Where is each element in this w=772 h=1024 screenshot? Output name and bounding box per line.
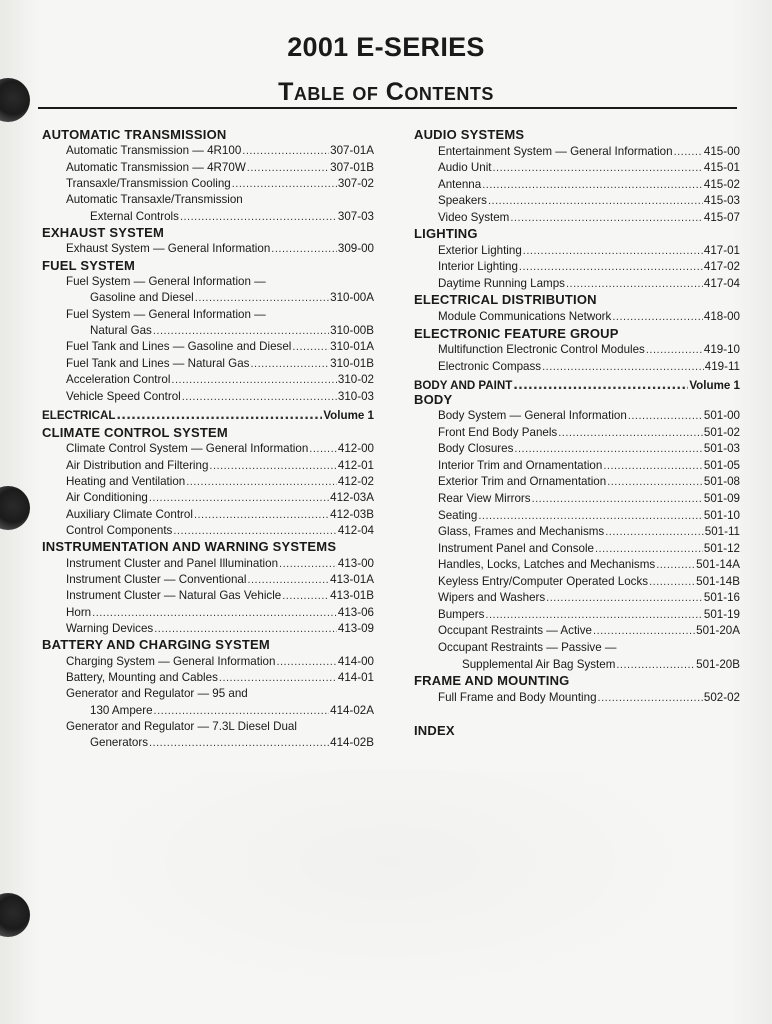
toc-entry[interactable] <box>42 474 374 490</box>
scan-smudge <box>60 770 720 1000</box>
dot-leader <box>598 690 703 706</box>
dot-leader <box>153 323 329 339</box>
dot-leader <box>546 590 703 606</box>
toc-entry[interactable] <box>414 144 740 161</box>
toc-entry[interactable] <box>42 339 374 355</box>
section-heading: BATTERY AND CHARGING SYSTEM <box>42 637 270 653</box>
toc-entry-title: Electronic Compass <box>438 359 542 373</box>
toc-page-number: 307-03 <box>337 209 374 223</box>
toc-entry-title: Occupant Restraints — Passive — <box>438 640 617 654</box>
toc-page-number: 412-00 <box>337 442 374 456</box>
toc-entry[interactable] <box>42 654 374 670</box>
toc-entry[interactable] <box>42 356 374 372</box>
toc-page-number: 310-01B <box>330 356 374 370</box>
toc-entry[interactable] <box>414 276 740 293</box>
dot-leader <box>154 621 337 637</box>
toc-entry[interactable] <box>42 588 374 604</box>
dot-leader <box>566 276 703 292</box>
dot-leader <box>593 623 695 639</box>
toc-entry-title: External Controls <box>90 209 179 223</box>
dot-leader <box>493 160 703 176</box>
dot-leader <box>488 193 703 209</box>
dot-leader <box>482 177 703 193</box>
section-heading: AUDIO SYSTEMS <box>414 127 525 142</box>
toc-page-number: 307-02 <box>337 177 374 191</box>
toc-entry[interactable] <box>42 572 374 588</box>
toc-entry[interactable] <box>414 623 740 640</box>
section-heading: BODY <box>414 391 453 407</box>
toc-entry-title: Multifunction Electronic Control Modules <box>438 343 645 357</box>
toc-entry[interactable] <box>42 290 374 306</box>
toc-entry[interactable] <box>42 735 374 751</box>
toc-page-number: 413-09 <box>337 621 374 635</box>
toc-page-number: 415-02 <box>703 177 740 191</box>
toc-page-number: 419-10 <box>703 343 740 357</box>
toc-entry[interactable] <box>414 557 740 574</box>
toc-page-number: 415-01 <box>703 161 740 175</box>
toc-entry[interactable] <box>42 372 374 388</box>
toc-entry-title: Exterior Trim and Ornamentation <box>438 475 607 489</box>
toc-entry-title: Automatic Transmission — 4R100 <box>66 144 242 158</box>
toc-entry-title: Climate Control System — General Information <box>66 442 309 456</box>
toc-page-number: 310-00A <box>330 291 374 305</box>
toc-page-number: 501-03 <box>703 442 740 456</box>
dot-leader <box>149 490 329 506</box>
toc-page-number: 501-16 <box>703 591 740 605</box>
volume-heading[interactable] <box>42 405 374 425</box>
toc-page-number: 501-20B <box>696 657 740 671</box>
toc-entry-title: Charging System — General Information <box>66 654 276 668</box>
toc-page-number: 414-02B <box>330 736 374 750</box>
section-heading: FRAME AND MOUNTING <box>414 673 570 689</box>
toc-entry[interactable] <box>414 177 740 194</box>
toc-entry[interactable] <box>42 523 374 539</box>
dot-leader <box>186 474 337 490</box>
toc-entry[interactable] <box>414 408 740 425</box>
toc-page-number: 501-09 <box>703 492 740 506</box>
dot-leader <box>616 657 695 673</box>
toc-entry-title: Bumpers <box>438 607 485 621</box>
dot-leader <box>276 654 336 670</box>
toc-entry[interactable] <box>42 143 374 159</box>
toc-entry-title: Fuel System — General Information — <box>66 275 266 289</box>
dot-leader <box>519 259 703 275</box>
toc-page-number: 501-14A <box>696 558 740 572</box>
toc-entry[interactable] <box>414 243 740 260</box>
toc-page-number: 501-10 <box>703 508 740 522</box>
toc-entry-title: Natural Gas <box>90 324 152 338</box>
toc-page-number: 415-03 <box>703 194 740 208</box>
toc-entry-title: Speakers <box>438 194 487 208</box>
toc-page-number: 413-00 <box>337 556 374 570</box>
toc-left-column <box>42 127 374 752</box>
toc-page-number: 412-03B <box>330 507 374 521</box>
toc-entry[interactable] <box>414 441 740 458</box>
volume-number: Volume 1 <box>689 379 740 393</box>
toc-page-number: 310-01A <box>330 340 374 354</box>
toc-entry-title: Vehicle Speed Control <box>66 389 181 403</box>
toc-entry-title: Transaxle/Transmission Cooling <box>66 177 231 191</box>
title-divider <box>38 107 737 109</box>
dot-leader <box>282 588 329 604</box>
dot-leader <box>510 210 703 226</box>
toc-entry-title: Module Communications Network <box>438 310 612 324</box>
toc-entry[interactable] <box>414 541 740 558</box>
dot-leader <box>194 507 329 523</box>
toc-page-number: 418-00 <box>703 310 740 324</box>
dot-leader <box>116 405 322 425</box>
toc-entry[interactable] <box>414 458 740 475</box>
toc-entry-title: Seating <box>438 508 478 522</box>
dot-leader <box>250 356 329 372</box>
dot-leader <box>532 491 703 507</box>
dot-leader <box>182 389 337 405</box>
toc-page-number: 413-01A <box>330 572 374 586</box>
dot-leader <box>171 372 336 388</box>
toc-entry[interactable] <box>414 425 740 442</box>
section-heading: FUEL SYSTEM <box>42 257 135 273</box>
dot-leader <box>247 160 329 176</box>
volume-heading[interactable] <box>414 375 740 392</box>
toc-entry-title: Warning Devices <box>66 621 154 635</box>
toc-entry-title: Instrument Cluster — Natural Gas Vehicle <box>66 589 282 603</box>
toc-entry[interactable] <box>414 508 740 525</box>
dot-leader <box>646 342 703 358</box>
toc-entry[interactable] <box>42 241 374 257</box>
toc-entry[interactable] <box>414 491 740 508</box>
toc-entry[interactable] <box>42 209 374 225</box>
toc-page-number: 501-14B <box>696 574 740 588</box>
toc-entry[interactable] <box>42 458 374 474</box>
dot-leader <box>154 703 330 719</box>
toc-entry-title: Exhaust System — General Information <box>66 242 271 256</box>
toc-page-number: 413-01B <box>330 589 374 603</box>
toc-entry-title: Video System <box>438 210 510 224</box>
toc-entry-title: Glass, Frames and Mechanisms <box>438 525 605 539</box>
toc-entry[interactable] <box>42 605 374 621</box>
toc-page-number: 501-12 <box>703 541 740 555</box>
dot-leader <box>523 243 703 259</box>
toc-page-number: 310-03 <box>337 389 374 403</box>
toc-entry[interactable] <box>42 621 374 637</box>
toc-entry-title: Instrument Cluster and Panel Illumination <box>66 556 279 570</box>
toc-entry-title: Entertainment System — General Information <box>438 144 673 158</box>
section-heading: CLIMATE CONTROL SYSTEM <box>42 424 228 440</box>
toc-entry[interactable] <box>42 441 374 457</box>
dot-leader <box>195 290 329 306</box>
dot-leader <box>271 241 337 257</box>
dot-leader <box>558 425 703 441</box>
toc-page-number: 501-19 <box>703 607 740 621</box>
toc-page-number: 310-02 <box>337 373 374 387</box>
toc-page-number: 415-00 <box>703 144 740 158</box>
page-subtitle: Table of Contents <box>278 78 494 106</box>
toc-entry[interactable] <box>414 359 740 376</box>
toc-entry[interactable] <box>414 210 740 227</box>
toc-entry-title: Gasoline and Diesel <box>90 291 194 305</box>
toc-entry-title: Fuel Tank and Lines — Gasoline and Diesel <box>66 340 292 354</box>
dot-leader <box>92 605 337 621</box>
toc-entry[interactable] <box>414 259 740 276</box>
toc-entry[interactable] <box>414 524 740 541</box>
dot-leader <box>607 474 703 490</box>
toc-entry[interactable] <box>414 690 740 707</box>
toc-entry[interactable] <box>414 160 740 177</box>
toc-entry-title: Interior Trim and Ornamentation <box>438 458 603 472</box>
toc-entry-title: Fuel System — General Information — <box>66 307 266 321</box>
dot-leader <box>674 144 703 160</box>
section-heading: ELECTRONIC FEATURE GROUP <box>414 325 619 341</box>
dot-leader <box>279 556 337 572</box>
toc-page-number: 501-05 <box>703 458 740 472</box>
toc-page-number: 310-00B <box>330 324 374 338</box>
toc-page-number: 413-06 <box>337 605 374 619</box>
page-title: 2001 E-SERIES <box>287 32 485 62</box>
toc-right-column <box>414 127 740 739</box>
toc-page-number: 415-07 <box>703 210 740 224</box>
toc-entry-title: Antenna <box>438 177 482 191</box>
toc-entry-title: Daytime Running Lamps <box>438 276 565 290</box>
volume-title: ELECTRICAL <box>42 408 116 422</box>
toc-entry-title: Supplemental Air Bag System <box>462 657 616 671</box>
toc-page-number: 501-08 <box>703 475 740 489</box>
toc-entry-title: Horn <box>66 605 92 619</box>
toc-entry-title: Wipers and Washers <box>438 591 546 605</box>
section-heading: ELECTRICAL DISTRIBUTION <box>414 292 597 308</box>
toc-entry[interactable] <box>42 389 374 405</box>
toc-entry[interactable] <box>42 507 374 523</box>
toc-entry-title: Occupant Restraints — Active <box>438 624 593 638</box>
section-heading: EXHAUST SYSTEM <box>42 225 164 241</box>
section-heading: INSTRUMENTATION AND WARNING SYSTEMS <box>42 539 337 555</box>
dot-leader <box>292 339 329 355</box>
toc-page-number: 412-01 <box>337 458 374 472</box>
toc-page-number: 417-02 <box>703 260 740 274</box>
toc-page-number: 501-20A <box>696 624 740 638</box>
toc-entry-title: Heating and Ventilation <box>66 474 186 488</box>
toc-entry[interactable] <box>414 193 740 210</box>
toc-page-number: 501-00 <box>703 409 740 423</box>
toc-page-number: 307-01A <box>330 144 374 158</box>
dot-leader <box>149 735 329 751</box>
dot-leader <box>649 574 695 590</box>
toc-entry[interactable] <box>414 474 740 491</box>
volume-number: Volume 1 <box>323 408 374 422</box>
toc-entry-title: Control Components <box>66 523 173 537</box>
toc-entry-title: Instrument Cluster — Conventional <box>66 572 247 586</box>
toc-entry[interactable] <box>414 309 740 326</box>
dot-leader <box>485 607 702 623</box>
toc-entry-title: Exterior Lighting <box>438 243 522 257</box>
toc-entry-title: Generators <box>90 736 148 750</box>
toc-entry[interactable] <box>42 323 374 339</box>
toc-page-number: 414-00 <box>337 654 374 668</box>
dot-leader <box>603 458 703 474</box>
dot-leader <box>605 524 704 540</box>
toc-entry-title: Body Closures <box>438 442 514 456</box>
spacer <box>414 706 740 723</box>
toc-entry-title: Rear View Mirrors <box>438 492 531 506</box>
toc-entry-title: Air Conditioning <box>66 491 148 505</box>
toc-entry[interactable] <box>414 342 740 359</box>
toc-entry-title: Body System — General Information <box>438 409 627 423</box>
dot-leader <box>242 143 329 159</box>
toc-entry[interactable] <box>414 590 740 607</box>
toc-entry[interactable] <box>42 490 374 506</box>
section-heading: AUTOMATIC TRANSMISSION <box>42 127 227 142</box>
toc-page-number: 501-02 <box>703 425 740 439</box>
dot-leader <box>180 209 337 225</box>
toc-entry[interactable] <box>414 657 740 674</box>
toc-entry-title: Acceleration Control <box>66 373 171 387</box>
dot-leader <box>232 176 337 192</box>
dot-leader <box>309 441 337 457</box>
toc-entry-title: Auxiliary Climate Control <box>66 507 193 521</box>
dot-leader <box>542 359 704 375</box>
toc-entry-title: Battery, Mounting and Cables <box>66 671 218 684</box>
toc-entry-title: Generator and Regulator — 95 and <box>66 687 248 701</box>
toc-entry-title: Instrument Panel and Console <box>438 541 594 555</box>
toc-page-number: 414-02A <box>330 703 374 717</box>
dot-leader <box>247 572 329 588</box>
dot-leader <box>656 557 695 573</box>
toc-entry-title: Fuel Tank and Lines — Natural Gas <box>66 356 250 370</box>
toc-entry-title: Full Frame and Body Mounting <box>438 690 597 704</box>
dot-leader <box>595 541 703 557</box>
toc-page-number: 307-01B <box>330 160 374 174</box>
toc-entry[interactable] <box>42 703 374 719</box>
toc-entry-title: 130 Ampere <box>90 703 153 717</box>
section-heading: LIGHTING <box>414 226 478 242</box>
toc-entry-title: Handles, Locks, Latches and Mechanisms <box>438 558 656 572</box>
toc-entry[interactable] <box>42 670 374 686</box>
toc-entry-title: Generator and Regulator — 7.3L Diesel Dual <box>66 720 297 734</box>
volume-title: BODY AND PAINT <box>414 379 513 393</box>
toc-entry-title: Automatic Transmission — 4R70W <box>66 160 246 174</box>
toc-page-number: 501-11 <box>704 525 740 539</box>
toc-entry-title: Front End Body Panels <box>438 425 558 439</box>
toc-entry-title: Air Distribution and Filtering <box>66 458 209 472</box>
toc-page-number: 419-11 <box>704 359 740 373</box>
toc-entry[interactable] <box>414 607 740 624</box>
dot-leader <box>612 309 703 325</box>
toc-page-number: 412-04 <box>337 523 374 537</box>
toc-page-number: 412-03A <box>330 491 374 505</box>
toc-page-number: 412-02 <box>337 474 374 488</box>
toc-entry[interactable] <box>42 176 374 192</box>
toc-entry[interactable] <box>414 574 740 591</box>
dot-leader <box>219 670 337 686</box>
dot-leader <box>628 408 703 424</box>
toc-page-number: 414-01 <box>337 671 374 684</box>
toc-entry[interactable] <box>42 160 374 176</box>
dot-leader <box>514 441 702 457</box>
section-heading: INDEX <box>414 722 455 738</box>
toc-entry-title: Audio Unit <box>438 161 492 175</box>
dot-leader <box>209 458 336 474</box>
toc-entry-title: Keyless Entry/Computer Operated Locks <box>438 574 649 588</box>
toc-entry-title: Automatic Transaxle/Transmission <box>66 193 243 207</box>
toc-page-number: 417-04 <box>703 276 740 290</box>
dot-leader <box>478 508 703 524</box>
toc-page-number: 502-02 <box>703 690 740 704</box>
toc-entry[interactable] <box>42 556 374 572</box>
toc-entry-title: Interior Lighting <box>438 260 518 274</box>
dot-leader <box>173 523 337 539</box>
toc-page-number: 417-01 <box>703 243 740 257</box>
toc-page-number: 309-00 <box>337 242 374 256</box>
